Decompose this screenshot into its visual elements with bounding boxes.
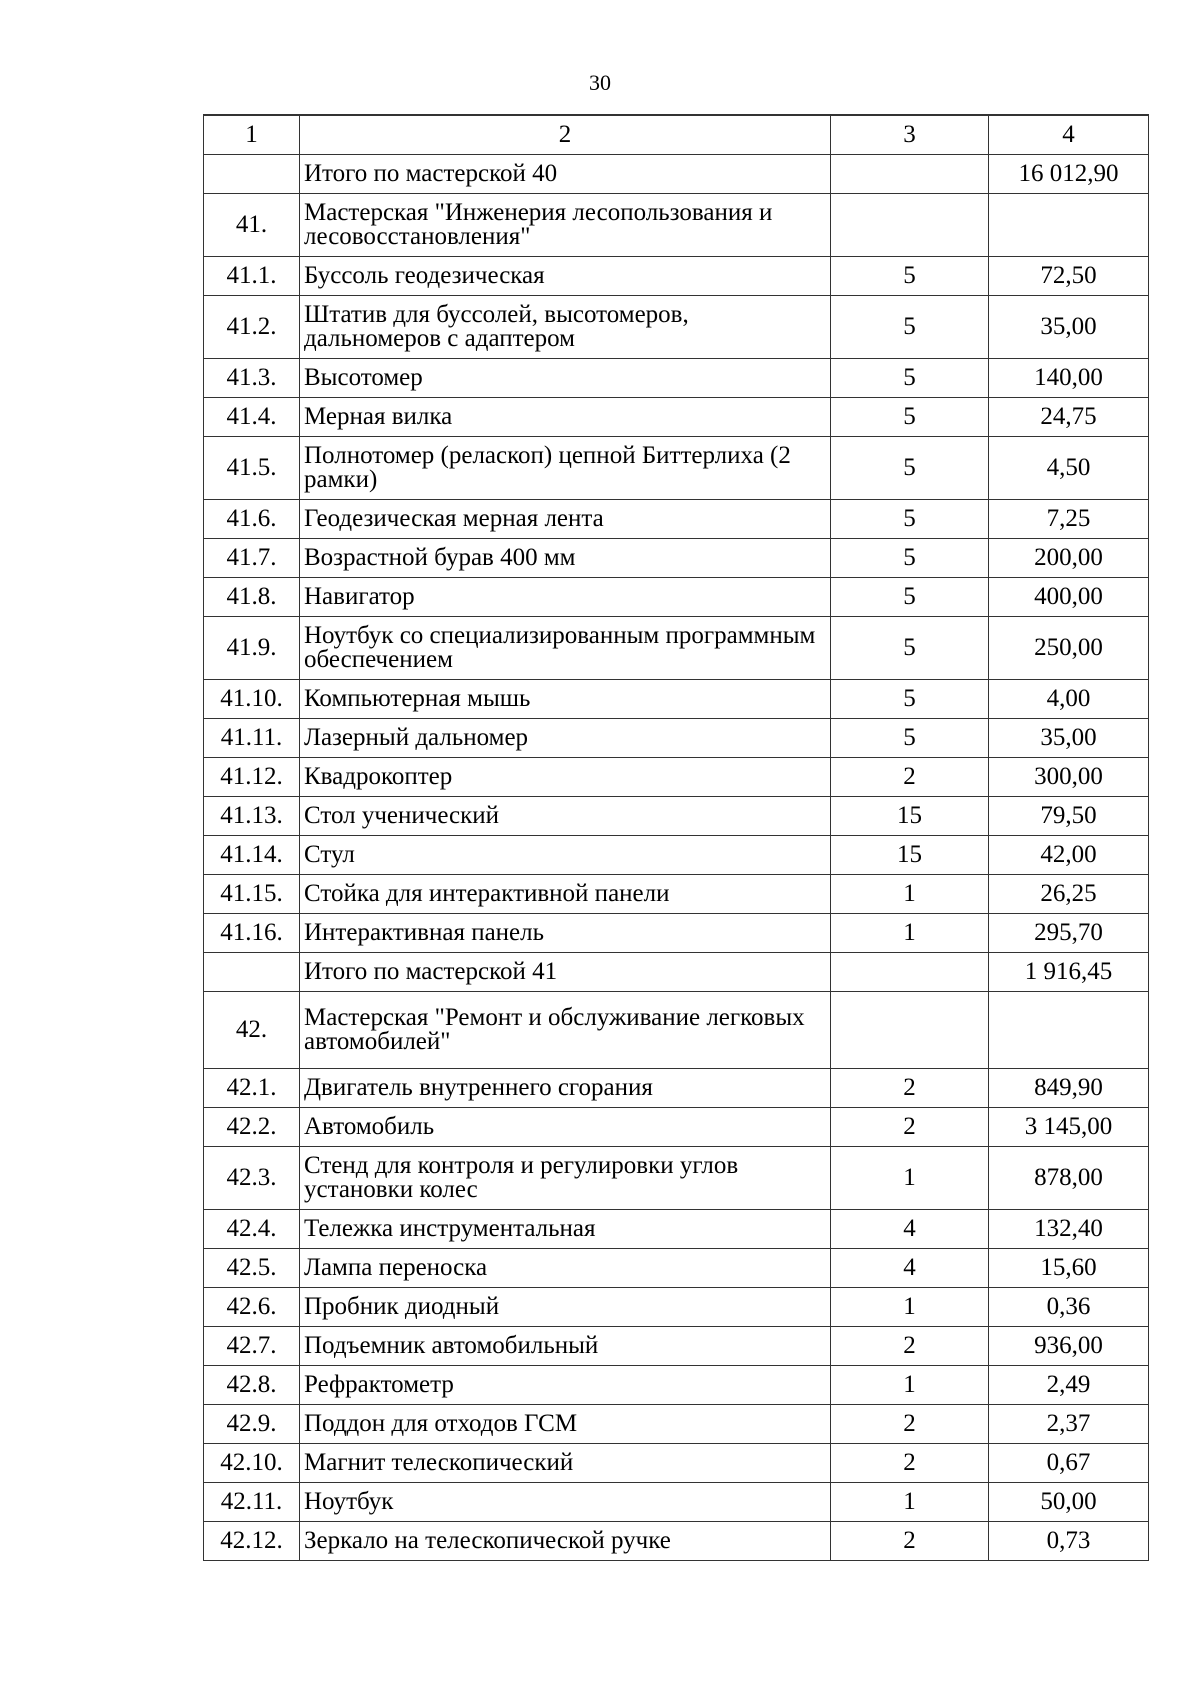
- table-row: [204, 992, 1149, 1069]
- table-row: [204, 953, 1149, 992]
- table-row: [204, 1249, 1149, 1288]
- row-number-cell: 41.9.: [204, 617, 300, 680]
- row-number-cell: 41.: [204, 194, 300, 257]
- row-sum-cell: 0,67: [989, 1444, 1149, 1483]
- row-sum-cell: 132,40: [989, 1210, 1149, 1249]
- row-quantity-cell: 5: [831, 617, 989, 680]
- row-name-cell: Мастерская "Ремонт и обслуживание легковых автомобилей": [300, 992, 831, 1069]
- header-cell-3: 3: [831, 115, 989, 155]
- row-sum-cell: 0,36: [989, 1288, 1149, 1327]
- row-name-cell: Штатив для буссолей, высотомеров, дальномеров с адаптером: [300, 296, 831, 359]
- row-name-cell: Зеркало на телескопической ручке: [300, 1522, 831, 1561]
- row-quantity-cell: [831, 194, 989, 257]
- row-number-cell: 41.2.: [204, 296, 300, 359]
- row-quantity-cell: 1: [831, 875, 989, 914]
- row-quantity-cell: 2: [831, 1108, 989, 1147]
- row-quantity-cell: 2: [831, 758, 989, 797]
- row-number-cell: 42.3.: [204, 1147, 300, 1210]
- row-quantity-cell: 4: [831, 1249, 989, 1288]
- table-row: [204, 719, 1149, 758]
- row-name-cell: Мастерская "Инженерия лесопользования и лесовосстановления": [300, 194, 831, 257]
- row-quantity-cell: 2: [831, 1522, 989, 1561]
- row-quantity-cell: 5: [831, 719, 989, 758]
- row-sum-cell: 0,73: [989, 1522, 1149, 1561]
- table-row: [204, 1288, 1149, 1327]
- table-row: [204, 797, 1149, 836]
- table-row: [204, 194, 1149, 257]
- row-number-cell: 41.1.: [204, 257, 300, 296]
- table-row: [204, 296, 1149, 359]
- row-sum-cell: 3 145,00: [989, 1108, 1149, 1147]
- row-sum-cell: 35,00: [989, 296, 1149, 359]
- row-sum-cell: [989, 992, 1149, 1069]
- table-row: [204, 437, 1149, 500]
- row-name-cell: Квадрокоптер: [300, 758, 831, 797]
- row-number-cell: [204, 155, 300, 194]
- row-sum-cell: 140,00: [989, 359, 1149, 398]
- row-name-cell: Ноутбук: [300, 1483, 831, 1522]
- row-sum-cell: 250,00: [989, 617, 1149, 680]
- row-sum-cell: 200,00: [989, 539, 1149, 578]
- row-name-cell: Компьютерная мышь: [300, 680, 831, 719]
- table-row: [204, 680, 1149, 719]
- table-row: [204, 1483, 1149, 1522]
- row-number-cell: 41.10.: [204, 680, 300, 719]
- page-number: 30: [589, 70, 611, 95]
- row-quantity-cell: 15: [831, 797, 989, 836]
- row-quantity-cell: 5: [831, 578, 989, 617]
- row-sum-cell: 24,75: [989, 398, 1149, 437]
- row-sum-cell: 26,25: [989, 875, 1149, 914]
- row-name-cell: Мерная вилка: [300, 398, 831, 437]
- row-number-cell: 42.2.: [204, 1108, 300, 1147]
- table-row: [204, 155, 1149, 194]
- table-row: [204, 1366, 1149, 1405]
- row-name-cell: Геодезическая мерная лента: [300, 500, 831, 539]
- row-quantity-cell: 1: [831, 914, 989, 953]
- row-quantity-cell: [831, 155, 989, 194]
- row-sum-cell: 42,00: [989, 836, 1149, 875]
- row-name-cell: Автомобиль: [300, 1108, 831, 1147]
- table-row: [204, 578, 1149, 617]
- row-sum-cell: 300,00: [989, 758, 1149, 797]
- row-number-cell: 42.10.: [204, 1444, 300, 1483]
- row-quantity-cell: 4: [831, 1210, 989, 1249]
- row-quantity-cell: 1: [831, 1288, 989, 1327]
- row-number-cell: 41.7.: [204, 539, 300, 578]
- row-number-cell: 41.16.: [204, 914, 300, 953]
- row-name-cell: Стенд для контроля и регулировки углов установки колес: [300, 1147, 831, 1210]
- table-row: [204, 398, 1149, 437]
- table-row: [204, 836, 1149, 875]
- table-row: [204, 1327, 1149, 1366]
- table-row: [204, 758, 1149, 797]
- row-quantity-cell: 5: [831, 539, 989, 578]
- row-quantity-cell: 5: [831, 296, 989, 359]
- table-row: [204, 1108, 1149, 1147]
- row-number-cell: 41.13.: [204, 797, 300, 836]
- row-quantity-cell: 5: [831, 257, 989, 296]
- row-name-cell: Пробник диодный: [300, 1288, 831, 1327]
- row-sum-cell: 4,00: [989, 680, 1149, 719]
- table-row: [204, 257, 1149, 296]
- row-number-cell: 41.11.: [204, 719, 300, 758]
- row-sum-cell: 79,50: [989, 797, 1149, 836]
- table-row: [204, 1405, 1149, 1444]
- table-row: [204, 875, 1149, 914]
- row-number-cell: 42.6.: [204, 1288, 300, 1327]
- row-quantity-cell: [831, 992, 989, 1069]
- row-sum-cell: 35,00: [989, 719, 1149, 758]
- row-quantity-cell: 1: [831, 1366, 989, 1405]
- row-sum-cell: 72,50: [989, 257, 1149, 296]
- row-number-cell: 41.8.: [204, 578, 300, 617]
- table-row: [204, 914, 1149, 953]
- row-sum-cell: 16 012,90: [989, 155, 1149, 194]
- row-number-cell: 42.: [204, 992, 300, 1069]
- row-sum-cell: 878,00: [989, 1147, 1149, 1210]
- table-row: [204, 1069, 1149, 1108]
- row-sum-cell: 15,60: [989, 1249, 1149, 1288]
- row-name-cell: Итого по мастерской 41: [300, 953, 831, 992]
- table-row: [204, 500, 1149, 539]
- row-quantity-cell: 5: [831, 359, 989, 398]
- row-quantity-cell: 2: [831, 1444, 989, 1483]
- table-row: [204, 539, 1149, 578]
- row-number-cell: 41.6.: [204, 500, 300, 539]
- row-sum-cell: 4,50: [989, 437, 1149, 500]
- table-row: [204, 1444, 1149, 1483]
- header-cell-2: 2: [300, 115, 831, 155]
- row-sum-cell: 2,37: [989, 1405, 1149, 1444]
- row-sum-cell: 295,70: [989, 914, 1149, 953]
- row-quantity-cell: [831, 953, 989, 992]
- row-name-cell: Полнотомер (реласкоп) цепной Биттерлиха (2 рамки): [300, 437, 831, 500]
- row-number-cell: 41.15.: [204, 875, 300, 914]
- equipment-table: [203, 114, 1149, 1561]
- row-number-cell: 41.12.: [204, 758, 300, 797]
- table-row: [204, 1210, 1149, 1249]
- row-quantity-cell: 5: [831, 680, 989, 719]
- row-number-cell: 41.14.: [204, 836, 300, 875]
- row-sum-cell: [989, 194, 1149, 257]
- table-row: [204, 1147, 1149, 1210]
- row-number-cell: 42.7.: [204, 1327, 300, 1366]
- row-name-cell: Возрастной бурав 400 мм: [300, 539, 831, 578]
- row-sum-cell: 2,49: [989, 1366, 1149, 1405]
- row-quantity-cell: 5: [831, 398, 989, 437]
- row-name-cell: Лампа переноска: [300, 1249, 831, 1288]
- row-sum-cell: 936,00: [989, 1327, 1149, 1366]
- row-number-cell: 42.12.: [204, 1522, 300, 1561]
- row-number-cell: 42.5.: [204, 1249, 300, 1288]
- header-cell-1: 1: [204, 115, 300, 155]
- row-name-cell: Стул: [300, 836, 831, 875]
- row-name-cell: Навигатор: [300, 578, 831, 617]
- row-quantity-cell: 1: [831, 1147, 989, 1210]
- row-name-cell: Стойка для интерактивной панели: [300, 875, 831, 914]
- row-sum-cell: 849,90: [989, 1069, 1149, 1108]
- row-sum-cell: 400,00: [989, 578, 1149, 617]
- row-name-cell: Подъемник автомобильный: [300, 1327, 831, 1366]
- row-name-cell: Стол ученический: [300, 797, 831, 836]
- row-name-cell: Итого по мастерской 40: [300, 155, 831, 194]
- table-row: [204, 359, 1149, 398]
- row-number-cell: 41.4.: [204, 398, 300, 437]
- row-number-cell: [204, 953, 300, 992]
- row-sum-cell: 1 916,45: [989, 953, 1149, 992]
- row-name-cell: Ноутбук со специализированным программным обеспечением: [300, 617, 831, 680]
- row-number-cell: 42.8.: [204, 1366, 300, 1405]
- row-name-cell: Буссоль геодезическая: [300, 257, 831, 296]
- row-name-cell: Лазерный дальномер: [300, 719, 831, 758]
- row-name-cell: Магнит телескопический: [300, 1444, 831, 1483]
- row-sum-cell: 50,00: [989, 1483, 1149, 1522]
- row-quantity-cell: 2: [831, 1405, 989, 1444]
- row-number-cell: 42.11.: [204, 1483, 300, 1522]
- table-row: [204, 1522, 1149, 1561]
- row-number-cell: 42.4.: [204, 1210, 300, 1249]
- row-name-cell: Рефрактометр: [300, 1366, 831, 1405]
- row-number-cell: 41.5.: [204, 437, 300, 500]
- row-sum-cell: 7,25: [989, 500, 1149, 539]
- table-row: [204, 617, 1149, 680]
- row-quantity-cell: 2: [831, 1069, 989, 1108]
- row-quantity-cell: 5: [831, 437, 989, 500]
- row-quantity-cell: 5: [831, 500, 989, 539]
- header-cell-4: 4: [989, 115, 1149, 155]
- row-name-cell: Поддон для отходов ГСМ: [300, 1405, 831, 1444]
- row-number-cell: 42.9.: [204, 1405, 300, 1444]
- row-name-cell: Высотомер: [300, 359, 831, 398]
- row-name-cell: Интерактивная панель: [300, 914, 831, 953]
- row-quantity-cell: 1: [831, 1483, 989, 1522]
- row-quantity-cell: 15: [831, 836, 989, 875]
- row-name-cell: Тележка инструментальная: [300, 1210, 831, 1249]
- row-number-cell: 42.1.: [204, 1069, 300, 1108]
- table-header-row: [204, 115, 1149, 155]
- row-name-cell: Двигатель внутреннего сгорания: [300, 1069, 831, 1108]
- row-quantity-cell: 2: [831, 1327, 989, 1366]
- row-number-cell: 41.3.: [204, 359, 300, 398]
